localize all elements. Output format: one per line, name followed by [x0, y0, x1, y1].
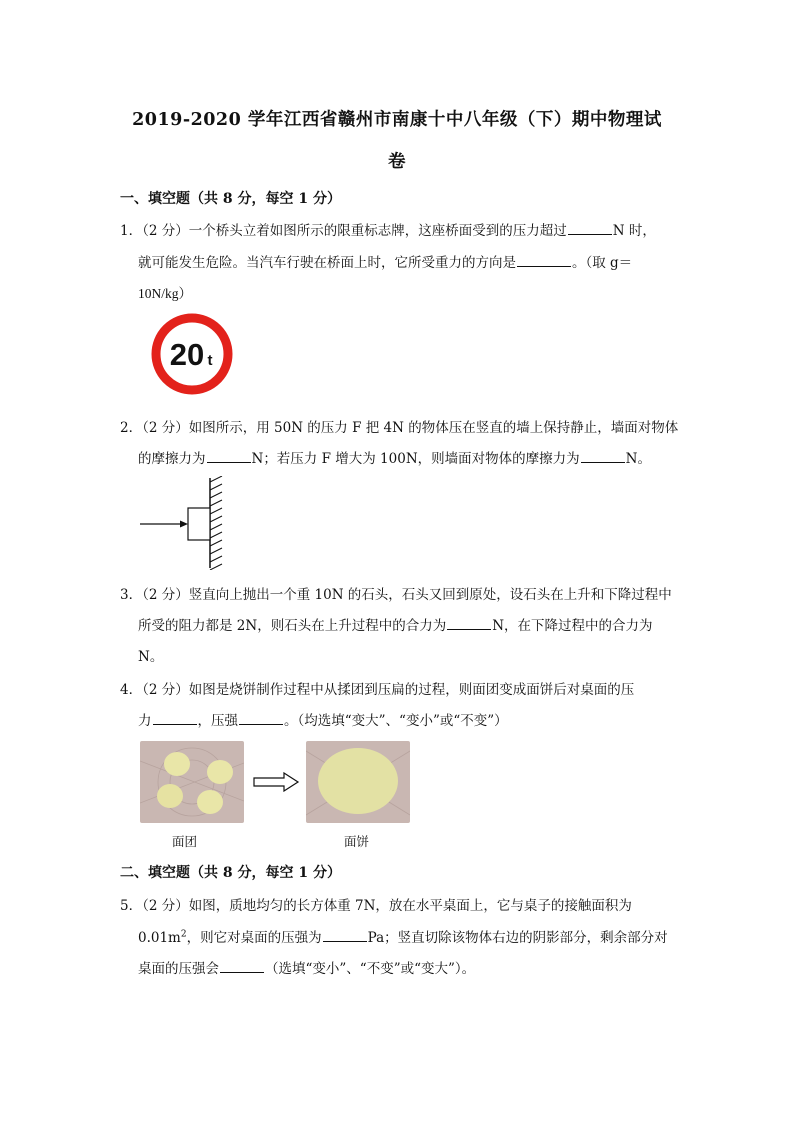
q5-text-d: （选填“变小”、“不变”或“变大”）。	[265, 961, 476, 977]
dough-ball-3	[157, 784, 183, 808]
wall-force-diagram	[136, 476, 236, 570]
q5-text-area-exponent: 2	[180, 929, 187, 940]
dough-ball-1	[164, 752, 190, 776]
q2-line-2	[138, 447, 651, 467]
q2-blank-1[interactable]	[207, 450, 251, 463]
q1-blank-2[interactable]	[517, 254, 571, 267]
block	[188, 508, 210, 540]
q3-blank-1[interactable]	[447, 617, 491, 630]
q1-text-d: 。（取 g＝	[572, 255, 633, 271]
q3-line-1: 3．（2 分）竖直向上抛出一个重 10N 的石头，石头又回到原处，设石头在上升和下降过程中	[120, 587, 672, 603]
weight-limit-sign	[150, 312, 234, 396]
process-arrow-icon	[252, 772, 300, 792]
caption-dough-balls: 面团	[172, 834, 198, 849]
sign-number: 20	[169, 337, 205, 372]
q5-line-2	[138, 926, 668, 946]
q2-text-c: N；若压力 F 增大为 100N，则墙面对物体的摩擦力为	[251, 451, 580, 467]
dough-ball-2	[207, 760, 233, 784]
section-heading-1: 一、填空题（共 8 分，每空 1 分）	[120, 191, 341, 207]
q1-text-b: N 时，	[612, 223, 656, 239]
q3-line-2	[138, 614, 653, 634]
q4-line-2	[138, 709, 508, 729]
q5-text-c: 桌面的压强会	[138, 961, 219, 977]
q3-text-b: 所受的阻力都是 2N，则石头在上升过程中的合力为	[138, 618, 447, 634]
q5-line-1: 5．（2 分）如图，质地均匀的长方体重 7N，放在水平桌面上，它与桌子的接触面积为	[120, 898, 632, 914]
q3-text-c: N，在下降过程中的合力为	[492, 618, 653, 634]
q1-line-2	[138, 251, 632, 271]
q1-text-c: 就可能发生危险。当汽车行驶在桥面上时，它所受重力的方向是	[138, 255, 516, 271]
force-arrow-head	[180, 521, 188, 528]
q4-text-d: 。（均选填“变大”、“变小”或“不变”）	[284, 713, 508, 729]
q1-line-1	[120, 219, 656, 239]
q3-line-3: N。	[138, 649, 164, 665]
mat-background	[140, 741, 244, 823]
caption-flat-dough: 面饼	[344, 834, 370, 849]
q2-blank-2[interactable]	[581, 450, 625, 463]
dough-ball-4	[197, 790, 223, 814]
section-heading-2: 二、填空题（共 8 分，每空 1 分）	[120, 865, 341, 881]
q1-line-3: 10N/kg）	[138, 286, 192, 301]
q5-text-b2: ，则它对桌面的压强为	[186, 930, 322, 946]
page-title-continued: 卷	[388, 152, 406, 172]
q4-text-b: 力	[138, 713, 152, 729]
q4-blank-1[interactable]	[153, 712, 197, 725]
q4-text-c: ，压强	[197, 713, 238, 729]
q5-line-3	[138, 957, 475, 977]
flat-dough	[318, 748, 398, 814]
q5-text-b3: Pa；竖直切除该物体右边的阴影部分，剩余部分对	[367, 930, 668, 946]
q4-blank-2[interactable]	[239, 712, 283, 725]
q1-blank-1[interactable]	[568, 222, 612, 235]
q5-text-area: 0.01m	[138, 930, 181, 946]
q2-line-1: 2．（2 分）如图所示，用 50N 的压力 F 把 4N 的物体压在竖直的墙上保持静止，墙面对物体	[120, 420, 679, 436]
q5-blank-2[interactable]	[220, 960, 264, 973]
q5-blank-1[interactable]	[323, 929, 367, 942]
sign-unit: t	[207, 352, 213, 369]
q2-text-b: 的摩擦力为	[138, 451, 206, 467]
dough-balls-photo	[140, 741, 244, 823]
q2-text-d: N。	[625, 451, 651, 467]
q4-line-1: 4．（2 分）如图是烧饼制作过程中从揉团到压扁的过程，则面团变成面饼后对桌面的压	[120, 682, 635, 698]
flat-dough-photo	[306, 741, 410, 823]
page-title: 2019-2020 学年江西省赣州市南康十中八年级（下）期中物理试	[132, 110, 662, 130]
q1-text-a: 1．（2 分）一个桥头立着如图所示的限重标志牌，这座桥面受到的压力超过	[120, 223, 567, 239]
wall-hatching	[210, 476, 222, 570]
